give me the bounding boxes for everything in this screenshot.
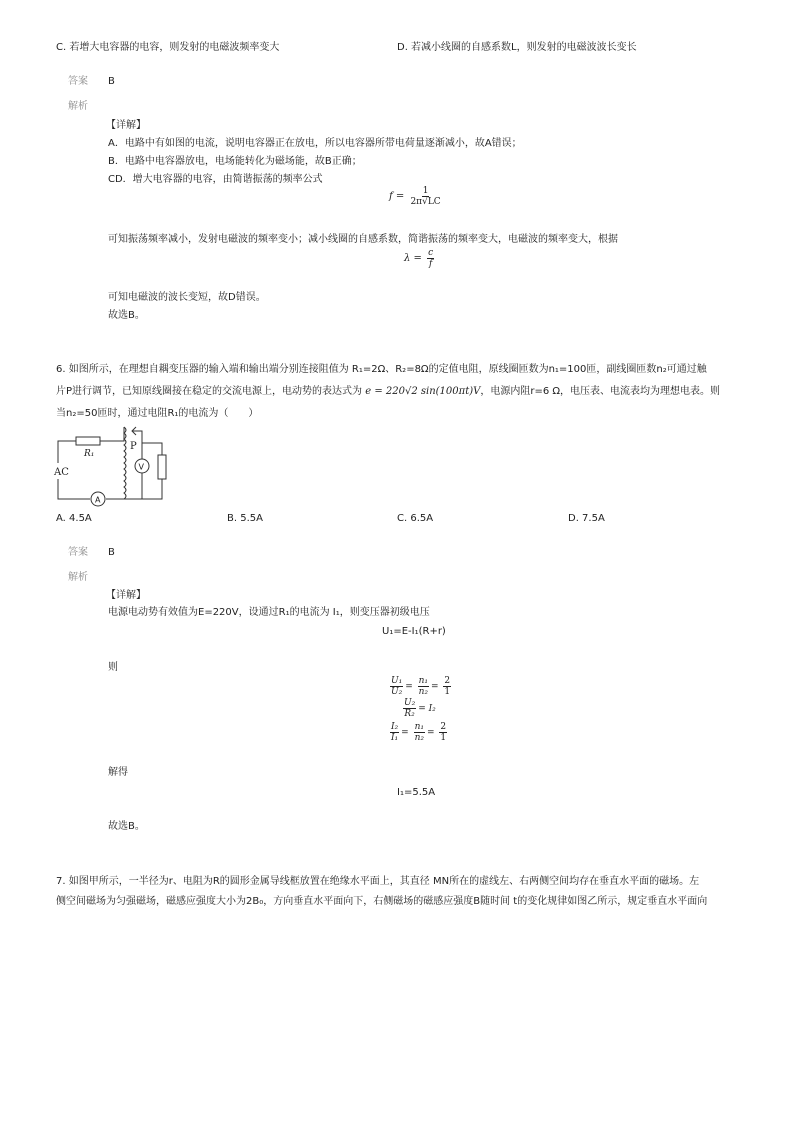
q6-equation-ratio-u: $\frac{\text{U₁}}{\text{U₂}}$ = $\frac{\text{n₁}}{\text{n₂}}$ = $\frac{2}{1}$ bbox=[391, 676, 451, 697]
ac-source-label: AC bbox=[54, 467, 69, 478]
q6-option-d[interactable]: D. 7.5A bbox=[568, 513, 605, 524]
analysis-line-after-f: 可知振荡频率减小，发射电磁波的频率变小；减小线圈的自感系数，简谐振荡的频率变大，电磁波的频率变大，根据 bbox=[108, 234, 618, 245]
detail-tag: 【详解】 bbox=[106, 120, 146, 131]
r1-label: R₁ bbox=[84, 449, 95, 459]
analysis-choose: 故选B。 bbox=[108, 310, 145, 321]
q6-option-a[interactable]: A. 4.5A bbox=[56, 513, 92, 524]
q6-formula-u1: U₁=E-I₁(R+r) bbox=[382, 626, 446, 637]
q7-stem-line2: 侧空间磁场为匀强磁场，磁感应强度大小为2B₀，方向垂直水平面向下，右侧磁场的磁感应强度B随时间 t的变化规律如图乙所示，规定垂直水平面向 bbox=[56, 896, 708, 907]
resistor-r2 bbox=[158, 455, 166, 479]
option-c: C. 若增大电容器的电容，则发射的电磁波频率变大 bbox=[56, 42, 280, 53]
q6-then: 则 bbox=[108, 662, 118, 673]
voltmeter-label: V bbox=[138, 462, 144, 472]
q6-option-c[interactable]: C. 6.5A bbox=[397, 513, 434, 524]
q6-choose: 故选B。 bbox=[108, 821, 145, 832]
autotransformer-circuit bbox=[52, 423, 180, 513]
q6-equation-ohm: $\frac{\text{U₂}}{\text{R₂}}$ = I₂ bbox=[404, 698, 436, 719]
q7-stem-line1: 7. 如图甲所示，一半径为r、电阻为R的圆形金属导线框放置在绝缘水平面上，其直径 MN所在的虚线左、右两侧空间均存在垂直水平面的磁场。左 bbox=[56, 876, 700, 887]
answer-label: 答案 bbox=[68, 76, 88, 87]
analysis-line-cd: CD．增大电容器的电容，由简谐振荡的频率公式 bbox=[108, 174, 323, 185]
analysis-line-a: A．电路中有如图的电流，说明电容器正在放电，所以电容器所带电荷量逐渐减小，故A错误； bbox=[108, 138, 522, 149]
q6-answer-value: B bbox=[108, 547, 115, 558]
q6-equation-ratio-i: $\frac{\text{I₂}}{\text{I₁}}$ = $\frac{\text{n₁}}{\text{n₂}}$ = $\frac{2}{1}$ bbox=[391, 722, 447, 743]
formula-frequency: f = $\frac{1}{2\pi√LC}$ bbox=[389, 186, 441, 207]
ammeter-label: A bbox=[95, 495, 101, 505]
answer-value: B bbox=[108, 76, 115, 87]
q6-emf-formula: e = 220√2 sin(100πt)V bbox=[365, 386, 481, 397]
q6-stem-line1: 6. 如图所示，在理想自耦变压器的输入端和输出端分别连接阻值为 R₁=2Ω、R₂=8Ω的定值电阻，原线圈匝数为n₁=100匝，副线圈匝数n₂可通过触 bbox=[56, 364, 707, 375]
q6-analysis-label: 解析 bbox=[68, 572, 88, 583]
resistor-r1 bbox=[76, 437, 100, 445]
q6-answer-label: 答案 bbox=[68, 547, 88, 558]
analysis-label: 解析 bbox=[68, 101, 88, 112]
q6-line-emf: 电源电动势有效值为E=220V，设通过R₁的电流为 I₁，则变压器初级电压 bbox=[108, 607, 430, 618]
slider-p-label: P bbox=[130, 441, 137, 452]
analysis-line-b: B．电路中电容器放电，电场能转化为磁场能，故B正确； bbox=[108, 156, 362, 167]
option-d: D. 若减小线圈的自感系数L，则发射的电磁波波长变长 bbox=[397, 42, 637, 53]
q6-stem-line3: 当n₂=50匝时，通过电阻R₁的电流为（ ） bbox=[56, 408, 259, 419]
q6-solve: 解得 bbox=[108, 767, 128, 778]
formula-wavelength: λ = $\frac{c}{f}$ bbox=[404, 248, 434, 269]
q6-option-b[interactable]: B. 5.5A bbox=[227, 513, 263, 524]
q6-detail-tag: 【详解】 bbox=[106, 590, 146, 601]
q6-result: I₁=5.5A bbox=[397, 787, 436, 798]
q6-stem-line2: 片P进行调节，已知原线圈接在稳定的交流电源上，电动势的表达式为 e = 220√2 sin(100πt)V，电源内阻r=6 Ω，电压表、电流表均为理想电表。则 bbox=[56, 386, 721, 397]
analysis-conclusion: 可知电磁波的波长变短，故D错误。 bbox=[108, 292, 266, 303]
